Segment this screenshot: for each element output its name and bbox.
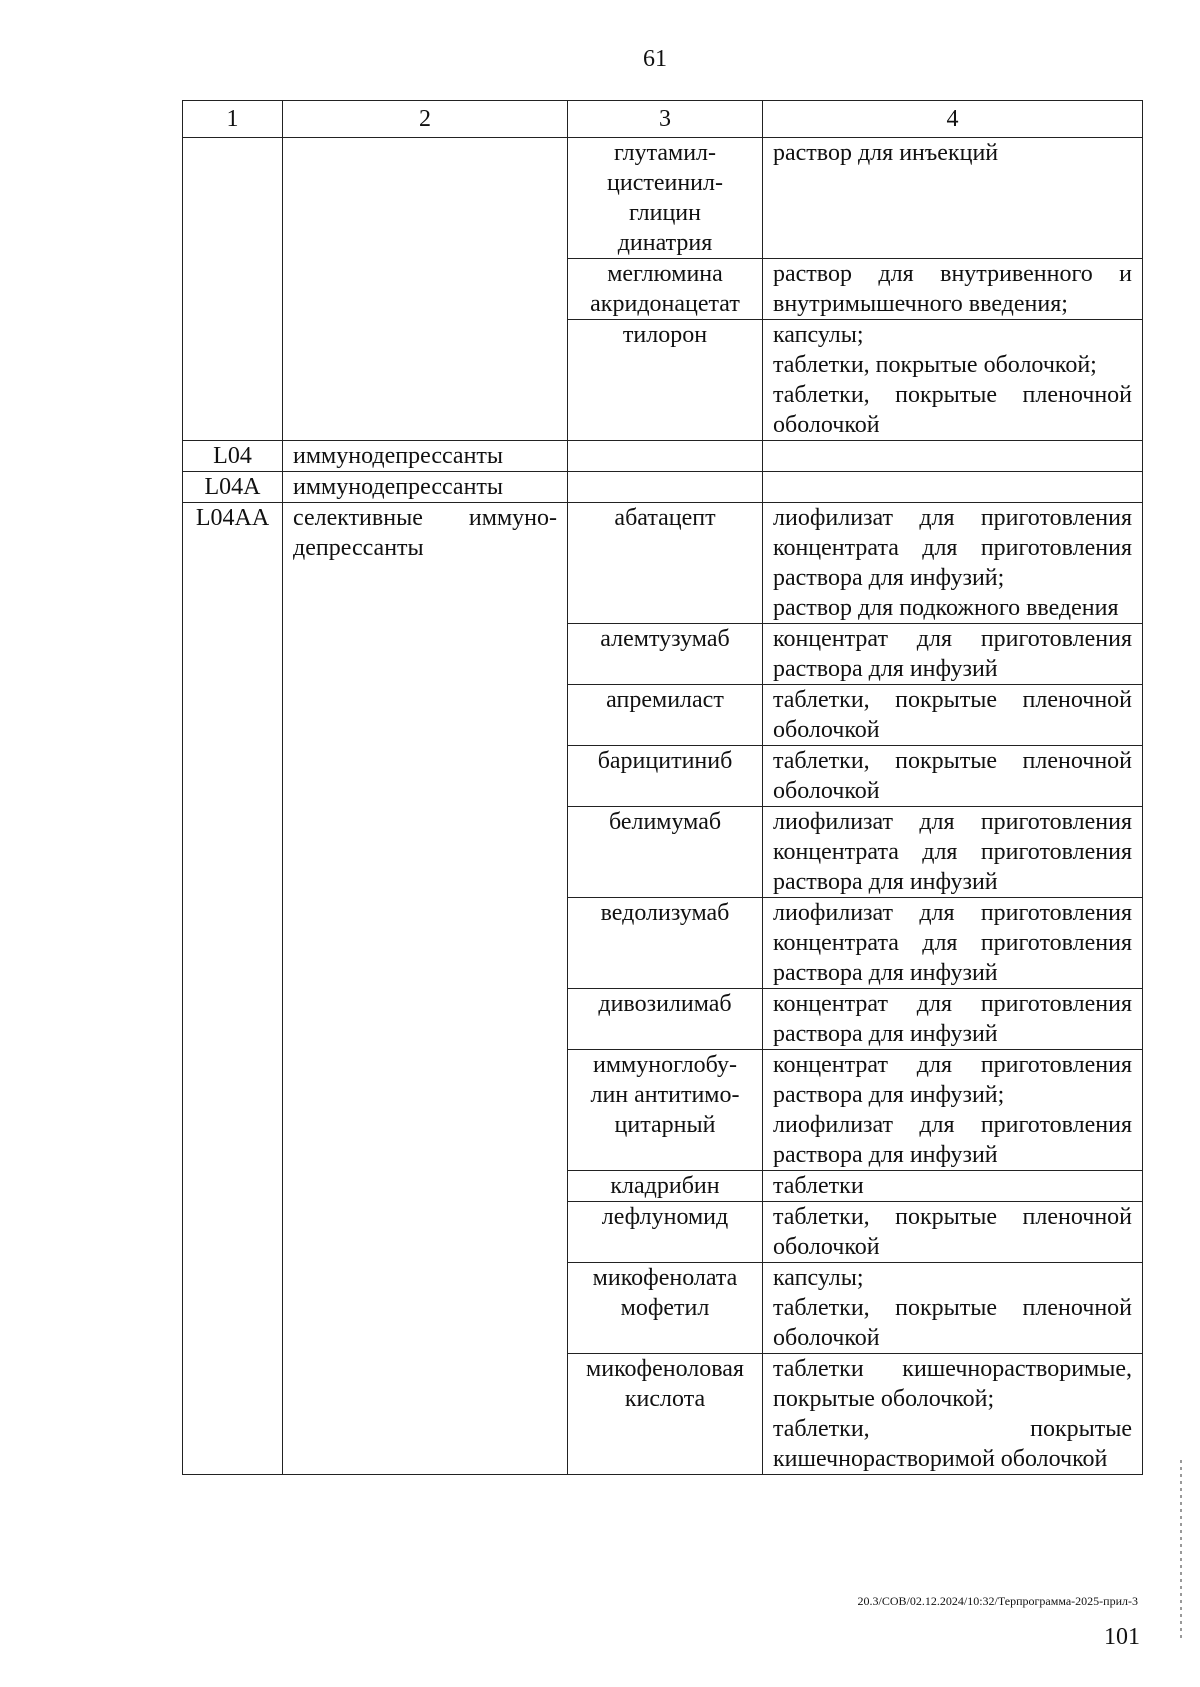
table-row xyxy=(183,503,1143,624)
dosage-form-text: таблетки, покрытые пленочной оболочкой xyxy=(773,1204,1132,1260)
drug-name-line: апремиласт xyxy=(606,687,724,713)
dosage-form-cell xyxy=(763,138,1143,259)
drug-name-line: глицин xyxy=(629,200,701,226)
table-row xyxy=(183,472,1143,503)
drug-name-line: барицитиниб xyxy=(597,748,733,774)
drug-name-cell xyxy=(568,807,763,898)
group-name-cell: иммунодепрессанты xyxy=(283,441,568,472)
drug-name-cell xyxy=(568,746,763,807)
dosage-form-text: таблетки кишечнорастворимые, покрытые оболочкой; xyxy=(773,1356,1132,1412)
dosage-form-text: таблетки, покрытые оболочкой; xyxy=(773,352,1097,378)
dosage-form-cell xyxy=(763,441,1143,472)
drug-name-line: иммуноглобу- xyxy=(593,1052,737,1078)
bottom-page-number: 101 xyxy=(1104,1624,1140,1650)
dosage-form-cell xyxy=(763,503,1143,624)
dosage-form-cell xyxy=(763,320,1143,441)
dosage-form-text: лиофилизат для приготовления концентрата для приготовления раствора для инфузий; xyxy=(773,505,1132,591)
drug-name-cell xyxy=(568,1171,763,1202)
drug-name-line: лефлуномид xyxy=(601,1204,729,1230)
dosage-form-cell xyxy=(763,1171,1143,1202)
dosage-form-cell xyxy=(763,898,1143,989)
atc-code-cell: L04AA xyxy=(183,503,283,1475)
drug-name-cell xyxy=(568,259,763,320)
drug-name-line: лин антитимо- xyxy=(590,1082,740,1108)
drug-name-line: тилорон xyxy=(622,322,708,348)
dosage-form-cell xyxy=(763,1202,1143,1263)
drug-name-line: динатрия xyxy=(617,230,713,256)
dosage-form-cell xyxy=(763,259,1143,320)
drug-name-cell xyxy=(568,472,763,503)
group-name-cell: селективные иммуно-депрессанты xyxy=(283,503,568,1475)
dosage-form-text: раствор для инъекций xyxy=(773,140,999,166)
drug-name-cell xyxy=(568,441,763,472)
drug-name-cell xyxy=(568,503,763,624)
document-footer-code: 20.3/СОВ/02.12.2024/10:32/Терпрограмма-2025-прил-3 xyxy=(857,1594,1138,1608)
dosage-form-cell xyxy=(763,472,1143,503)
medicines-table xyxy=(182,100,1143,1475)
drug-name-cell xyxy=(568,320,763,441)
drug-name-line: кладрибин xyxy=(610,1173,720,1199)
dosage-form-text: таблетки, покрытые кишечнорастворимой оболочкой xyxy=(773,1416,1132,1472)
dosage-form-text: капсулы; xyxy=(773,322,864,348)
dosage-form-text: концентрат для приготовления раствора для инфузий; xyxy=(773,1052,1132,1108)
dosage-form-text: концентрат для приготовления раствора для инфузий xyxy=(773,991,1132,1047)
atc-code-cell: L04 xyxy=(183,441,283,472)
dosage-form-cell xyxy=(763,1050,1143,1171)
drug-name-cell xyxy=(568,1050,763,1171)
page-number: 61 xyxy=(643,46,667,72)
drug-name-line: меглюмина xyxy=(607,261,723,287)
drug-name-cell xyxy=(568,138,763,259)
drug-name-line: дивозилимаб xyxy=(598,991,732,1017)
column-header-1: 1 xyxy=(183,101,283,138)
dosage-form-text: капсулы; xyxy=(773,1265,864,1291)
dosage-form-text: таблетки, покрытые пленочной оболочкой xyxy=(773,1295,1132,1351)
table-row xyxy=(183,441,1143,472)
dosage-form-cell xyxy=(763,685,1143,746)
drug-name-line: мофетил xyxy=(620,1295,710,1321)
dosage-form-cell xyxy=(763,1263,1143,1354)
dosage-form-text: таблетки, покрытые пленочной оболочкой xyxy=(773,382,1132,438)
column-header-4: 4 xyxy=(763,101,1143,138)
drug-name-cell xyxy=(568,1202,763,1263)
drug-name-cell xyxy=(568,989,763,1050)
drug-name-line: цистеинил- xyxy=(607,170,723,196)
drug-name-cell xyxy=(568,898,763,989)
drug-name-line: ведолизумаб xyxy=(600,900,730,926)
scan-edge-mark xyxy=(1180,1460,1182,1640)
drug-name-line: микофенолата xyxy=(592,1265,738,1291)
column-header-3: 3 xyxy=(568,101,763,138)
dosage-form-text: раствор для внутривенного и внутримышечного введения; xyxy=(773,261,1132,317)
drug-name-cell xyxy=(568,1354,763,1475)
dosage-form-text: таблетки, покрытые пленочной оболочкой xyxy=(773,748,1132,804)
drug-name-line: абатацепт xyxy=(614,505,716,531)
dosage-form-cell xyxy=(763,624,1143,685)
drug-name-line: белимумаб xyxy=(608,809,722,835)
drug-name-line: микофеноловая xyxy=(586,1356,744,1382)
dosage-form-cell xyxy=(763,989,1143,1050)
drug-name-line: цитарный xyxy=(614,1112,716,1138)
atc-code-cell xyxy=(183,138,283,441)
atc-code-cell: L04A xyxy=(183,472,283,503)
dosage-form-text: раствор для подкожного введения xyxy=(773,595,1119,621)
drug-name-line: алемтузумаб xyxy=(600,626,730,652)
drug-name-line: глутамил- xyxy=(613,140,717,166)
dosage-form-text: таблетки xyxy=(773,1173,864,1199)
group-name-cell xyxy=(283,138,568,441)
dosage-form-text: лиофилизат для приготовления раствора для инфузий xyxy=(773,1112,1132,1168)
table-row xyxy=(183,138,1143,259)
column-header-2: 2 xyxy=(283,101,568,138)
dosage-form-cell xyxy=(763,1354,1143,1475)
drug-name-line: акридонацетат xyxy=(590,291,740,317)
dosage-form-cell xyxy=(763,746,1143,807)
table-header-row xyxy=(183,101,1143,138)
drug-name-cell xyxy=(568,685,763,746)
dosage-form-text: концентрат для приготовления раствора для инфузий xyxy=(773,626,1132,682)
dosage-form-text: лиофилизат для приготовления концентрата для приготовления раствора для инфузий xyxy=(773,809,1132,895)
drug-name-line: кислота xyxy=(624,1386,706,1412)
drug-name-cell xyxy=(568,1263,763,1354)
dosage-form-cell xyxy=(763,807,1143,898)
dosage-form-text: таблетки, покрытые пленочной оболочкой xyxy=(773,687,1132,743)
drug-name-cell xyxy=(568,624,763,685)
dosage-form-text: лиофилизат для приготовления концентрата для приготовления раствора для инфузий xyxy=(773,900,1132,986)
group-name-cell: иммунодепрессанты xyxy=(283,472,568,503)
